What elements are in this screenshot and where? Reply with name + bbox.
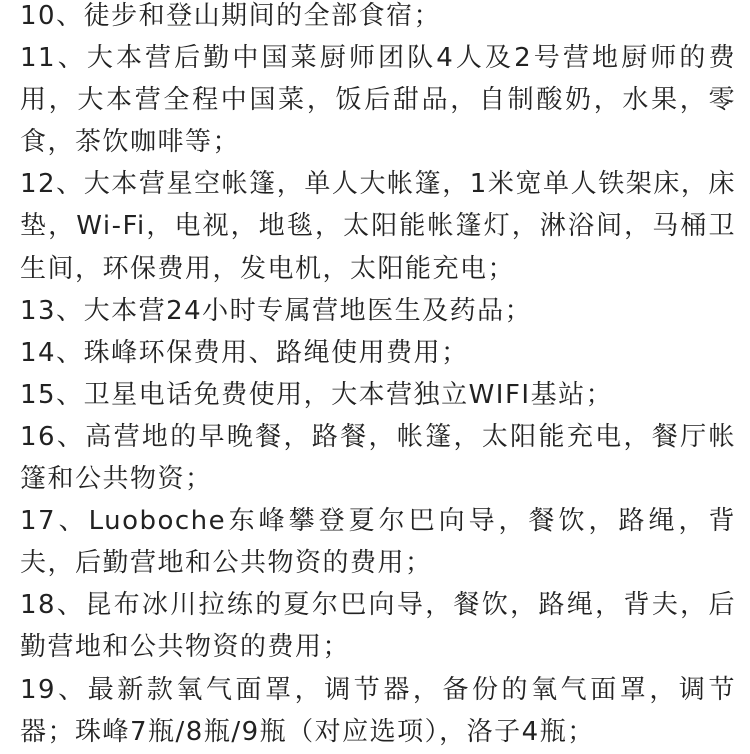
list-item-17: 17、Luoboche东峰攀登夏尔巴向导，餐饮，路绳，背夫，后勤营地和公共物资的费用； [20, 506, 736, 579]
list-item-18: 18、昆布冰川拉练的夏尔巴向导，餐饮，路绳，背夫，后勤营地和公共物资的费用； [20, 590, 736, 663]
list-item-11: 11、大本营后勤中国菜厨师团队4人及2号营地厨师的费用，大本营全程中国菜，饭后甜品，自制酸奶，水果，零食，茶饮咖啡等； [20, 43, 736, 158]
list-item-10: 10、徒步和登山期间的全部食宿； [20, 1, 442, 31]
list-item-16: 16、高营地的早晚餐，路餐，帐篷，太阳能充电，餐厅帐篷和公共物资； [20, 421, 736, 495]
list-item-14: 14、珠峰环保费用、路绳使用费用； [20, 337, 469, 368]
list-item-19: 19、最新款氧气面罩，调节器，备份的氧气面罩，调节器；珠峰7瓶/8瓶/9瓶（对应选项），洛子4瓶； [20, 674, 736, 747]
list-item-15: 15、卫星电话免费使用，大本营独立WIFI基站； [20, 379, 614, 410]
list-item-12: 12、大本营星空帐篷，单人大帐篷，1米宽单人铁架床，床垫，Wi-Fi，电视，地毯，太阳能帐篷灯，淋浴间，马桶卫生间，环保费用，发电机，太阳能充电； [20, 169, 736, 284]
list-item-13: 13、大本营24小时专属营地医生及药品； [20, 295, 533, 326]
